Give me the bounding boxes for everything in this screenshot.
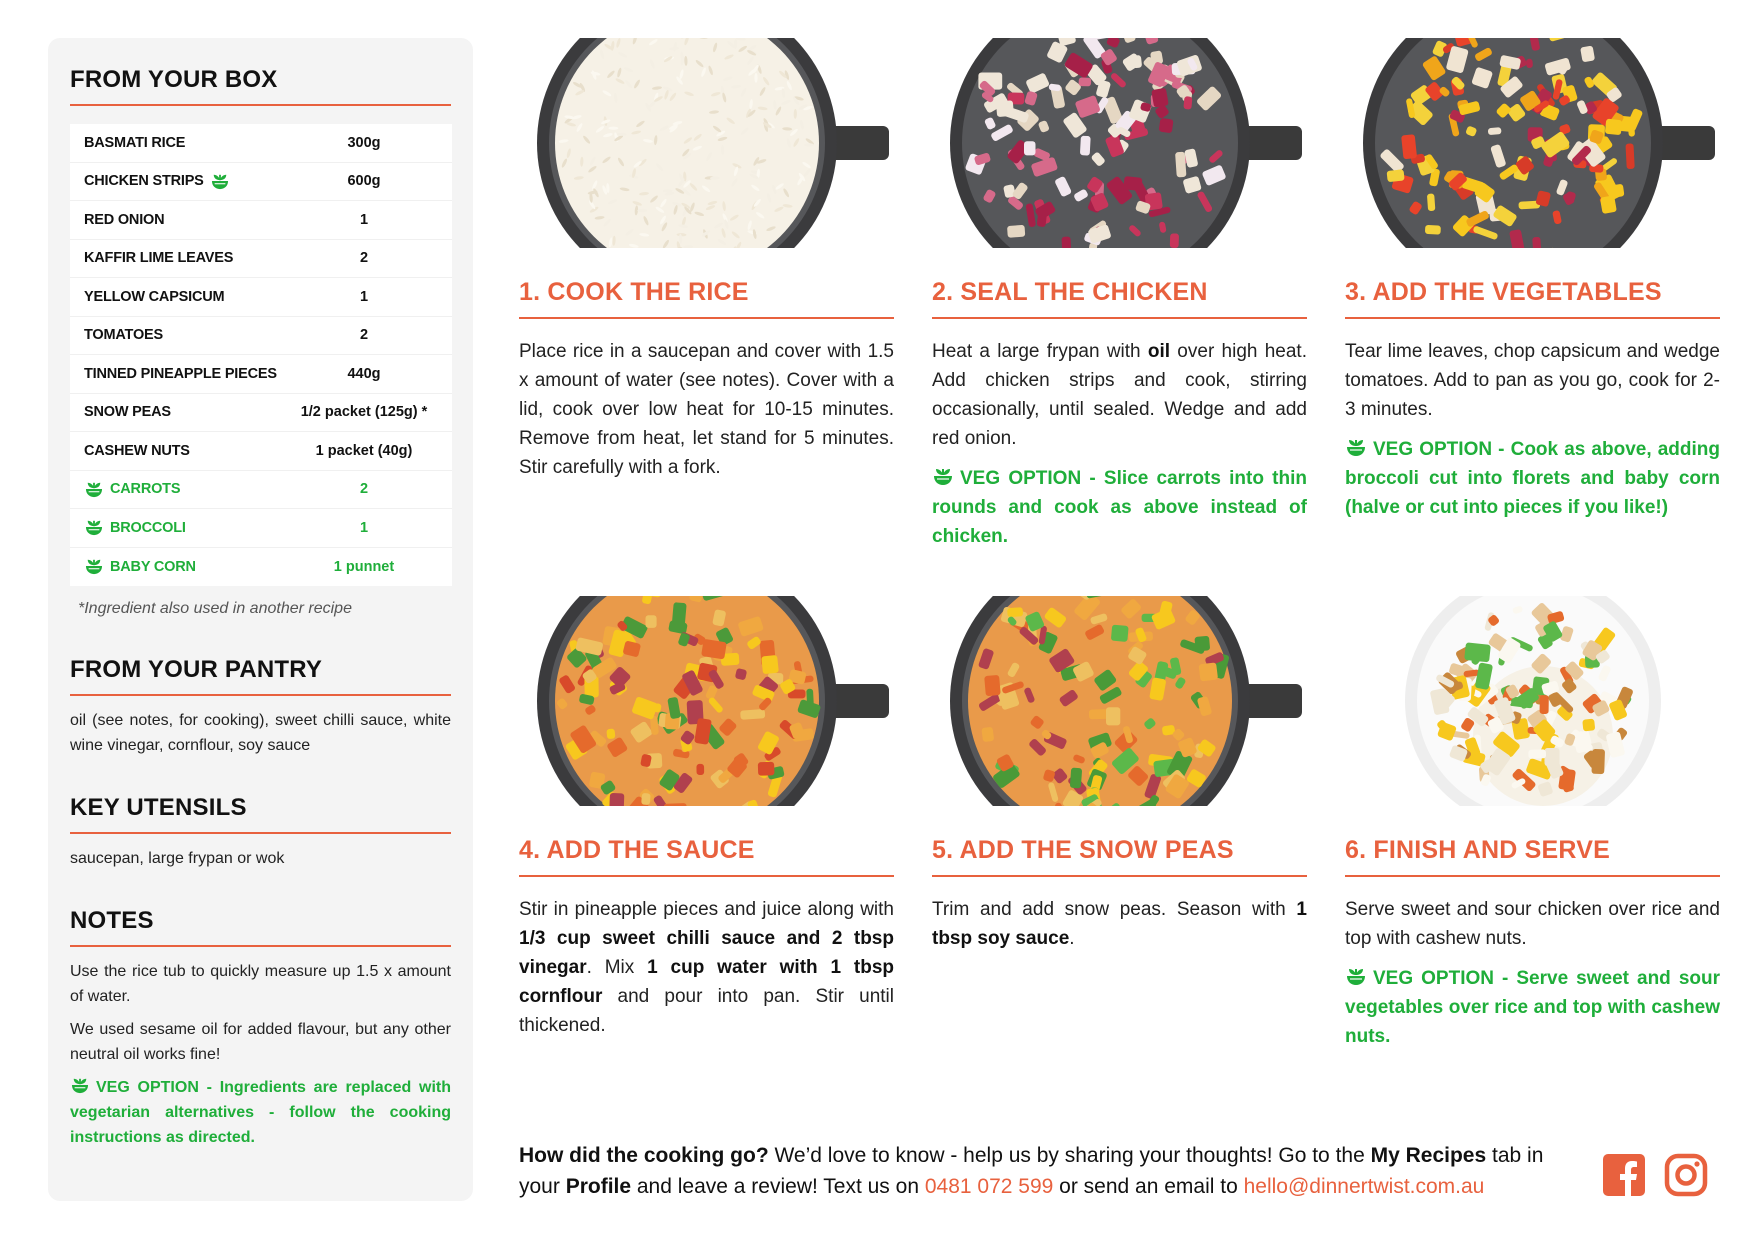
ingredient-quantity: 600g: [347, 173, 381, 190]
step-veg-option: [932, 464, 1307, 551]
note-item: We used sesame oil for added flavour, but any other neutral oil works fine!: [70, 1021, 451, 1063]
pantry-text: oil (see notes, for cooking), sweet chilli sauce, white wine vinegar, cornflour, soy sauce: [70, 712, 451, 754]
ingredient-row: [70, 317, 452, 356]
feedback-text: and leave a review! Text us on: [631, 1175, 925, 1198]
step-text-segment: Trim and add snow peas. Season with: [932, 898, 1297, 920]
ingredient-quantity: 1 punnet: [333, 558, 395, 575]
email-link[interactable]: hello@dinnertwist.com.au: [1243, 1175, 1485, 1198]
notes-section: [70, 907, 451, 1150]
pantry-section: [70, 656, 451, 758]
step-rule: [1345, 875, 1720, 877]
ingredient-quantity: 300g: [347, 134, 381, 151]
veg-leaf-bowl-icon: [84, 519, 104, 536]
step-title: 5. ADD THE SNOW PEAS: [932, 836, 1234, 864]
step-veg-option: [1345, 435, 1720, 522]
phone-number-link[interactable]: 0481 072 599: [924, 1175, 1054, 1198]
ingredient-name: [84, 135, 284, 151]
ingredient-row: [70, 124, 452, 163]
step-title: 6. FINISH AND SERVE: [1345, 836, 1610, 864]
step-title: 4. ADD THE SAUCE: [519, 836, 755, 864]
veg-leaf-bowl-icon: [1345, 967, 1367, 986]
note-item: Use the rice tub to quickly measure up 1.5 x amount of water.: [70, 963, 451, 1005]
from-your-box-heading: FROM YOUR BOX: [70, 66, 278, 93]
ingredient-label: KAFFIR LIME LEAVES: [84, 250, 234, 267]
step-emphasis: 1 tbsp soy sauce: [932, 898, 1307, 949]
method-step: [1345, 38, 1720, 522]
ingredient-row: [70, 509, 452, 548]
ingredient-label: BABY CORN: [110, 558, 196, 575]
heading-rule: [70, 945, 451, 947]
heading-rule: [70, 832, 451, 834]
profile-label: Profile: [565, 1175, 632, 1198]
ingredient-name: [84, 327, 284, 343]
ingredient-name: [84, 173, 284, 190]
ingredient-label: CHICKEN STRIPS: [84, 173, 204, 190]
ingredient-label: CASHEW NUTS: [84, 442, 190, 459]
pan-with-sauce-image: [519, 596, 894, 806]
ingredient-label: TOMATOES: [84, 327, 163, 344]
feedback-text: We’d love to know - help us by sharing your thoughts! Go to the: [768, 1144, 1371, 1167]
step-instructions: [519, 895, 894, 1040]
step-title: 3. ADD THE VEGETABLES: [1345, 278, 1662, 306]
ingredient-label: RED ONION: [84, 211, 165, 228]
ingredient-label: BROCCOLI: [110, 519, 186, 536]
ingredient-row: [70, 548, 452, 587]
heading-rule: [70, 104, 451, 106]
ingredient-name: [84, 404, 284, 420]
step-text-segment: Heat a large frypan with: [932, 340, 1148, 362]
ingredient-name: [84, 289, 284, 305]
step-text-segment: Tear lime leaves, chop capsicum and wedge tomatoes. Add to pan as you go, cook for 2-3 minutes.: [1345, 340, 1720, 420]
step-text-segment: . Mix: [586, 956, 648, 978]
ingredient-name: [84, 250, 284, 266]
pan-of-chicken-and-vegetables-image: [1345, 38, 1720, 248]
ingredient-label: SNOW PEAS: [84, 404, 171, 421]
step-instructions: [932, 895, 1307, 953]
ingredient-quantity: 2: [359, 250, 369, 267]
step-text-segment: .: [1069, 927, 1075, 949]
ingredient-row: [70, 394, 452, 433]
notes-heading: NOTES: [70, 907, 154, 934]
step-veg-text: VEG OPTION - Cook as above, adding broccoli cut into florets and baby corn (halve or cut into pieces if you like!): [1345, 438, 1720, 518]
ingredients-panel: [48, 38, 473, 1201]
step-emphasis: 1/3 cup sweet chilli sauce and 2 tbsp vinegar: [519, 927, 894, 978]
ingredient-name: [84, 558, 284, 575]
ingredient-quantity: 1: [359, 211, 369, 228]
ingredient-row: [70, 471, 452, 510]
step-text-segment: Stir in pineapple pieces and juice along with: [519, 898, 894, 920]
step-veg-option: [1345, 964, 1720, 1051]
method-step: [519, 38, 894, 482]
feedback-message: [519, 1140, 1584, 1202]
step-title: 1. COOK THE RICE: [519, 278, 749, 306]
ingredients-table: [70, 124, 452, 586]
step-rule: [519, 875, 894, 877]
method-step: [1345, 596, 1720, 1051]
ingredient-label: CARROTS: [110, 481, 181, 498]
ingredient-row: [70, 278, 452, 317]
ingredient-quantity: 2: [359, 481, 369, 498]
step-instructions: [1345, 895, 1720, 953]
step-text-segment: Place rice in a saucepan and cover with 1.5 x amount of water (see notes). Cover with a lid, cook over low heat for 10-15 minutes. Remove from heat, let stand for 5 minutes. Stir carefully with a fork.: [519, 340, 894, 478]
social-links: [1601, 1152, 1709, 1198]
ingredient-quantity: 1 packet (40g): [315, 442, 413, 459]
veg-leaf-bowl-icon: [70, 1077, 90, 1094]
ingredient-quantity: 1/2 packet (125g) *: [300, 404, 428, 421]
step-title: 2. SEAL THE CHICKEN: [932, 278, 1208, 306]
ingredient-label: YELLOW CAPSICUM: [84, 288, 225, 305]
key-utensils-heading: KEY UTENSILS: [70, 794, 247, 821]
ingredient-footnote: *Ingredient also used in another recipe: [78, 600, 352, 617]
veg-leaf-bowl-icon: [932, 467, 954, 486]
notes-veg-text: VEG OPTION - Ingredients are replaced with vegetarian alternatives - follow the cooking instructions as directed.: [70, 1079, 451, 1146]
step-emphasis: oil: [1147, 340, 1171, 362]
ingredient-name: [84, 212, 284, 228]
ingredient-label: BASMATI RICE: [84, 134, 186, 151]
ingredient-name: [84, 443, 284, 459]
utensils-text: saucepan, large frypan or wok: [70, 850, 285, 867]
step-rule: [932, 317, 1307, 319]
step-text-segment: Serve sweet and sour chicken over rice and top with cashew nuts.: [1345, 898, 1720, 949]
method-step: [932, 596, 1307, 953]
feedback-question: How did the cooking go?: [519, 1144, 769, 1167]
step-veg-text: VEG OPTION - Slice carrots into thin rounds and cook as above instead of chicken.: [932, 467, 1307, 547]
step-instructions: [519, 337, 894, 482]
instagram-icon[interactable]: [1663, 1152, 1709, 1198]
facebook-icon[interactable]: [1601, 1152, 1647, 1198]
step-text-segment: over high heat. Add chicken strips and cook, stirring occasionally, until sealed. Wedge and add red onion.: [932, 340, 1307, 449]
ingredient-label: TINNED PINEAPPLE PIECES: [84, 365, 277, 382]
veg-leaf-bowl-icon: [1345, 438, 1367, 457]
feedback-text: tab in your: [519, 1144, 1544, 1198]
step-rule: [519, 317, 894, 319]
veg-leaf-bowl-icon: [84, 481, 104, 498]
step-emphasis: 1 cup water with 1 tbsp cornflour: [519, 956, 894, 1007]
ingredient-name: [84, 366, 284, 382]
method-step: [932, 38, 1307, 551]
my-recipes-label: My Recipes: [1370, 1144, 1487, 1167]
heading-rule: [70, 694, 451, 696]
step-text-segment: and pour into pan. Stir until thickened.: [519, 985, 894, 1036]
ingredient-quantity: 440g: [347, 365, 381, 382]
ingredient-row: [70, 201, 452, 240]
veg-leaf-bowl-icon: [84, 558, 104, 575]
veg-leaf-bowl-icon: [210, 173, 230, 190]
ingredient-name: [84, 519, 284, 536]
step-rule: [932, 875, 1307, 877]
method-step: [519, 596, 894, 1040]
ingredient-row: [70, 240, 452, 279]
ingredient-row: [70, 432, 452, 471]
ingredient-quantity: 1: [359, 519, 369, 536]
step-rule: [1345, 317, 1720, 319]
pan-of-chicken-and-onion-image: [932, 38, 1307, 248]
step-veg-text: VEG OPTION - Serve sweet and sour vegetables over rice and top with cashew nuts.: [1345, 967, 1720, 1047]
step-instructions: [932, 337, 1307, 453]
pan-of-cooked-rice-image: [519, 38, 894, 248]
feedback-text: or send an email to: [1053, 1175, 1244, 1198]
bowl-of-sweet-and-sour-chicken-image: [1345, 596, 1720, 806]
notes-veg-option: [70, 1075, 451, 1150]
ingredient-quantity: 1: [359, 288, 369, 305]
step-instructions: [1345, 337, 1720, 424]
pan-with-snow-peas-image: [932, 596, 1307, 806]
ingredient-row: [70, 163, 452, 202]
ingredient-row: [70, 355, 452, 394]
ingredient-quantity: 2: [359, 327, 369, 344]
from-your-pantry-heading: FROM YOUR PANTRY: [70, 656, 323, 683]
utensils-section: [70, 794, 451, 871]
ingredient-name: [84, 481, 284, 498]
